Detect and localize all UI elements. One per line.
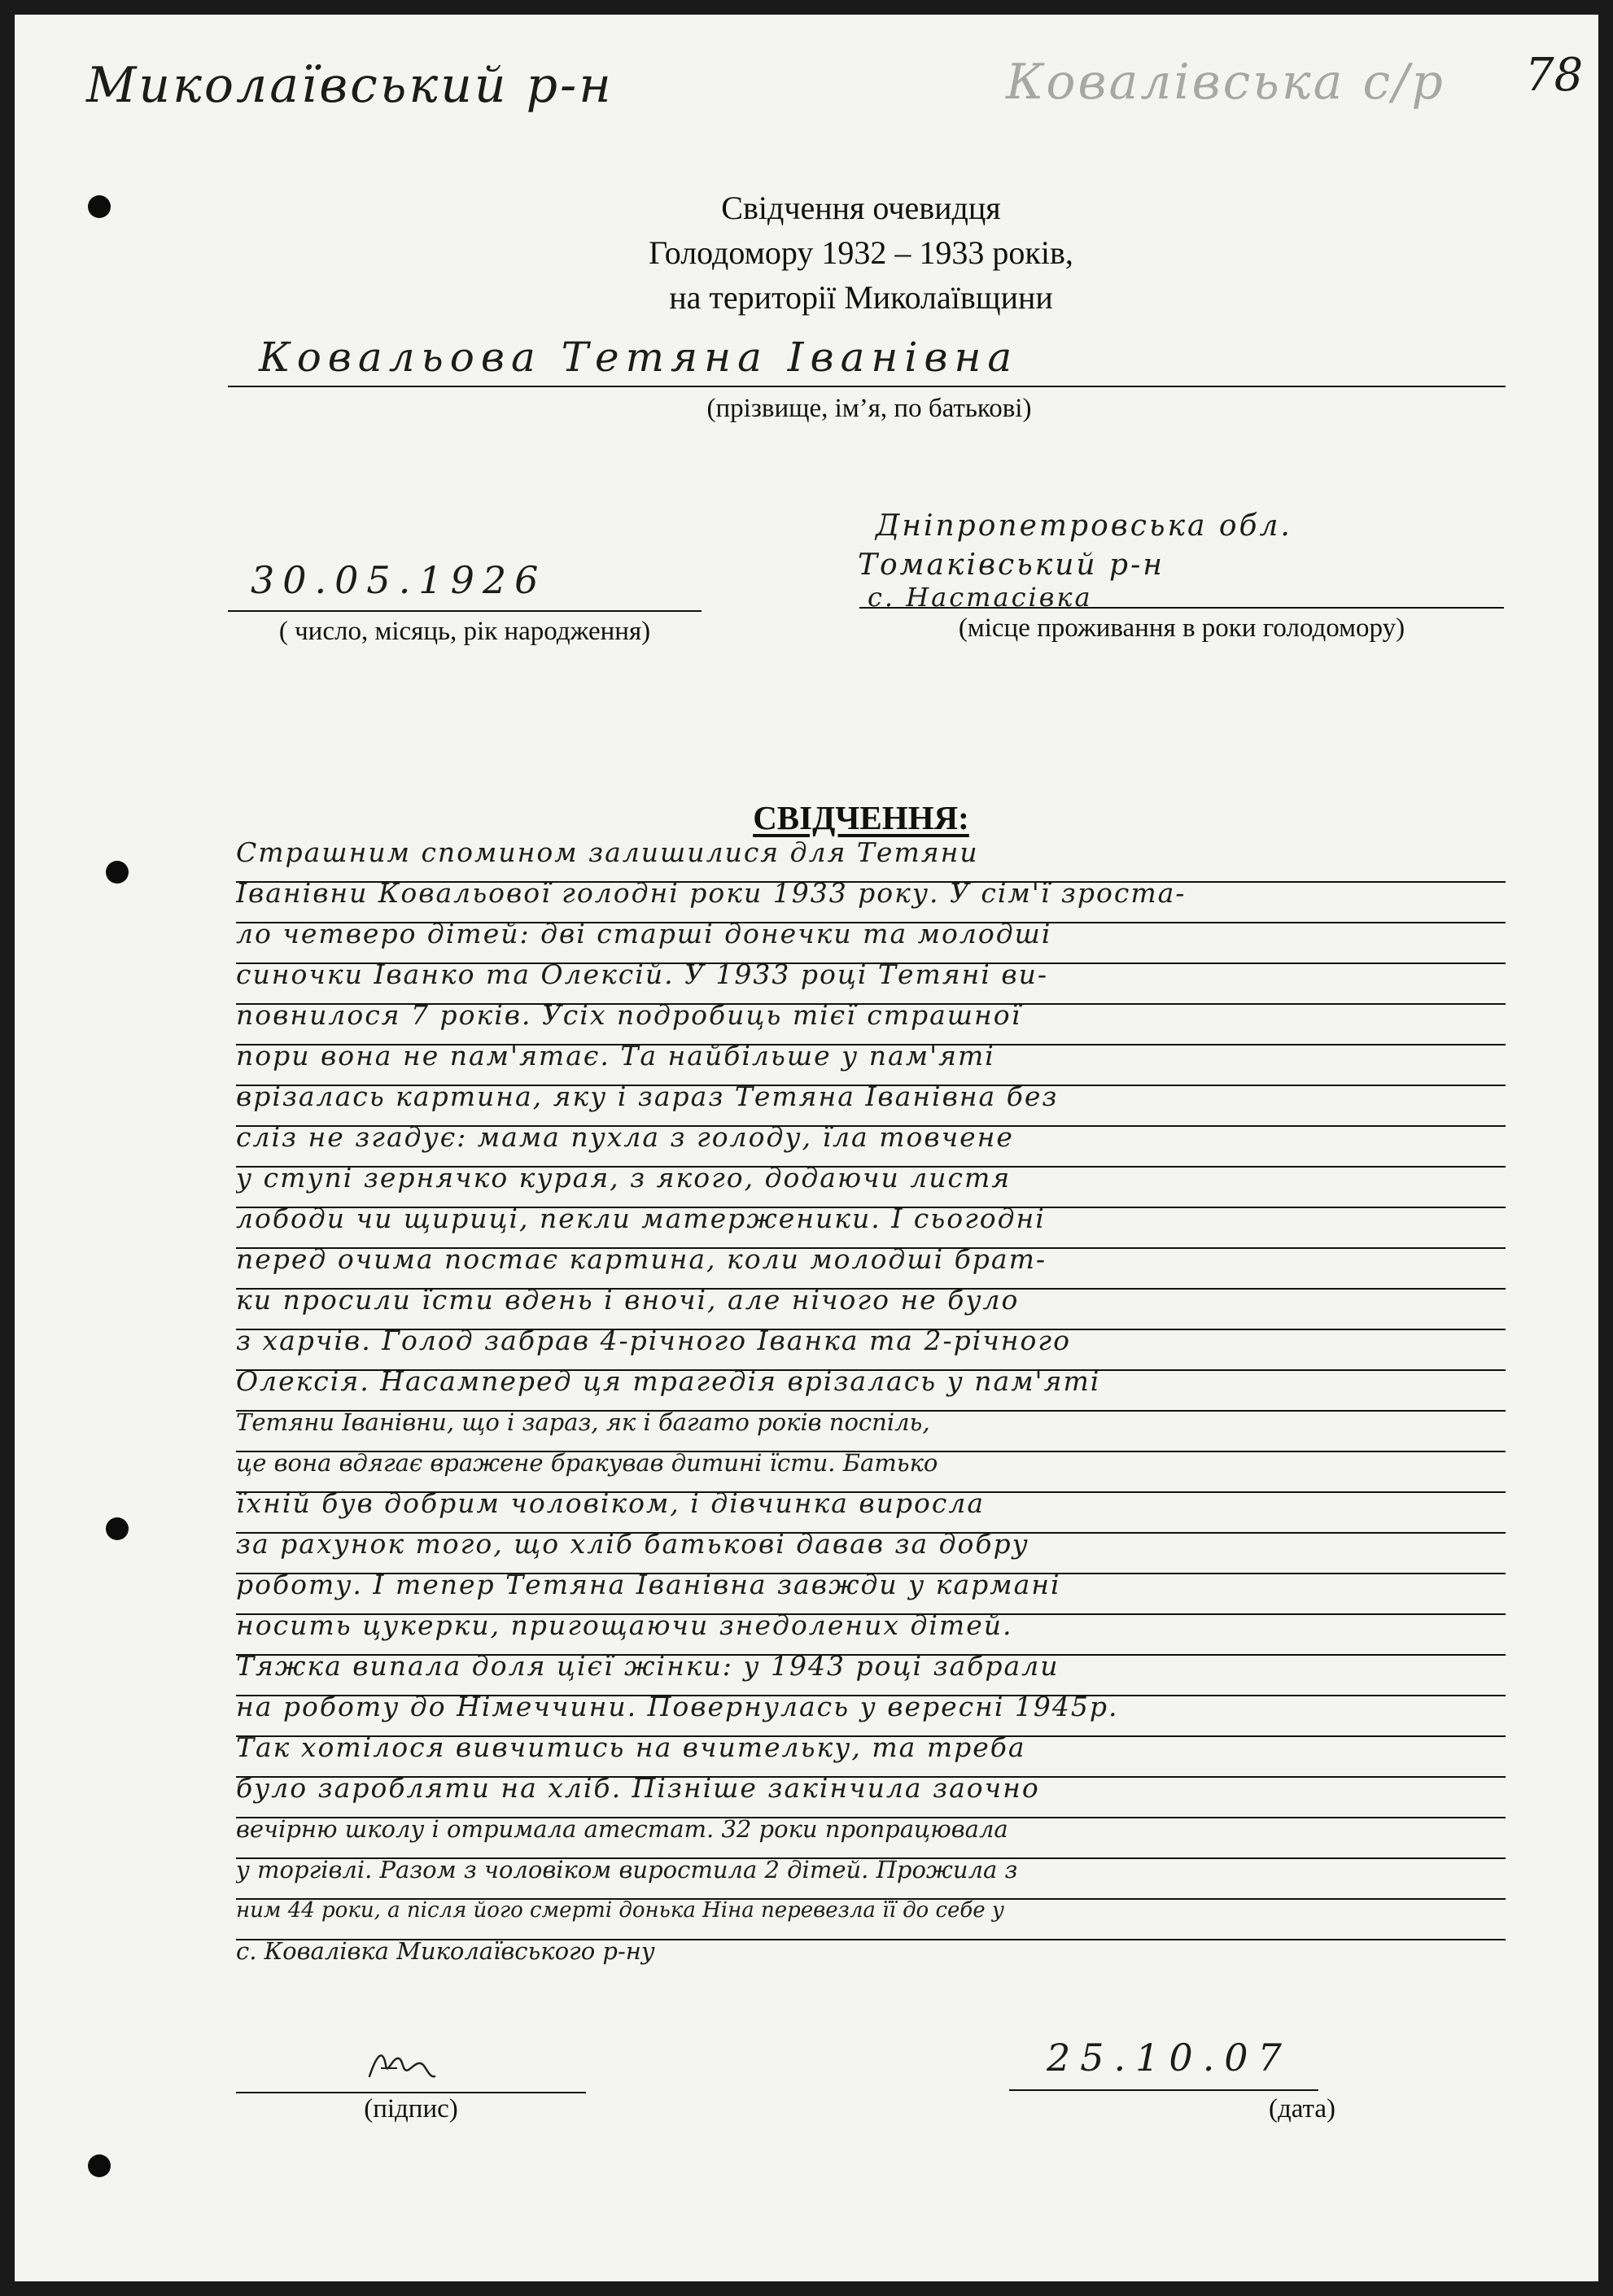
full-name-value: Ковальова Тетяна Іванівна [259,334,1019,381]
testimony-line: Олексія. Насамперед ця трагедія врізалась у пам'яті [236,1357,1506,1412]
testimony-line: було заробляти на хліб. Пізніше закінчила заочно [236,1764,1506,1818]
testimony-line: носить цукерки, пригощаючи знедолених дітей. [236,1601,1506,1656]
testimony-body [236,828,1506,2065]
testimony-line: повнилося 7 років. Усіх подробиць тієї страшної [236,991,1506,1045]
margin-note-council: Ковалівська с/р [1006,54,1445,111]
signature-rule [236,2092,586,2093]
testimony-line: ним 44 роки, а після його смерті донька Ніна перевезла її до себе у [236,1886,1506,1940]
residence-line-2: Томаківський р-н [858,548,1165,582]
testimony-line: пори вона не пам'ятає. Та найбільше у пам'яті [236,1032,1506,1086]
testimony-line: роботу. І тепер Тетяна Іванівна завжди у кармані [236,1560,1506,1615]
date-rule [1009,2089,1318,2091]
margin-note-district: Миколаївський р-н [86,57,614,114]
testimony-line: їхній був добрим чоловіком, і дівчинка виросла [236,1479,1506,1534]
date-caption: (дата) [1268,2094,1336,2124]
margin-note-number: 78 [1525,49,1584,102]
testimony-line: за рахунок того, що хліб батькові давав за добру [236,1520,1506,1574]
testimony-line: ки просили їсти вдень і вночі, але нічого не було [236,1276,1506,1330]
testimony-line: у торгівлі. Разом з чоловіком виростила 2 дітей. Прожила з [236,1845,1506,1900]
punch-hole-top [88,195,111,218]
document-header [422,186,1300,320]
document-sheet [15,15,1598,2281]
residence-rule [859,607,1504,609]
testimony-line: ло четверо дітей: дві старші донечки та молодші [236,910,1506,964]
residence-caption: (місце проживання в роки голодомору) [958,613,1405,643]
signature-caption: (підпис) [364,2094,458,2124]
testimony-line: Так хотілося вивчитись на вчительку, та треба [236,1723,1506,1778]
testimony-line: у ступі зернячко курая, з якого, додаючи листя [236,1154,1506,1208]
testimony-line: це вона вдягає вражене бракував дитині їсти. Батько [236,1438,1506,1493]
testimony-line: Тетяни Іванівни, що і зараз, як і багато років поспіль, [236,1398,1506,1452]
date-value: 25.10.07 [1047,2036,1292,2080]
testimony-line: лободи чи щириці, пекли матерженики. І сьогодні [236,1194,1506,1249]
birth-date-caption: ( число, місяць, рік народження) [278,617,651,646]
testimony-title: СВІДЧЕННЯ: [753,799,969,836]
testimony-line: вечірню школу і отримала атестат. 32 роки пропрацювала [236,1805,1506,1859]
residence-line-1: Дніпропетровська обл. [876,509,1292,543]
signature-mark [365,2041,438,2089]
punch-hole-upper-middle [106,861,129,884]
header-line-2: Голодомору 1932 – 1933 років, [649,234,1073,271]
testimony-line: Тяжка випала доля цієї жінки: у 1943 році забрали [236,1642,1506,1696]
testimony-line: с. Ковалівка Миколаївського р-ну [236,1937,655,1965]
header-line-1: Свідчення очевидця [721,190,1001,226]
full-name-rule [228,386,1506,387]
punch-hole-bottom [88,2154,111,2177]
testimony-line: на роботу до Німеччини. Повернулась у вересні 1945р. [236,1683,1506,1737]
testimony-line: Страшним спомином залишилися для Тетяни [236,828,1506,883]
testimony-line: з харчів. Голод забрав 4-річного Іванка та 2-річного [236,1316,1506,1371]
testimony-line: перед очима постає картина, коли молодші брат- [236,1235,1506,1290]
residence-line-3: с. Настасівка [868,582,1093,613]
testimony-line: Іванівни Ковальової голодні роки 1933 року. У сім'ї зроста- [236,869,1506,923]
punch-hole-lower-middle [106,1517,129,1540]
testimony-line: синочки Іванко та Олексій. У 1933 році Тетяні ви- [236,950,1506,1005]
full-name-caption: (прізвище, ім’я, по батькові) [706,394,1032,423]
birth-date-rule [228,610,702,612]
header-line-3: на території Миколаївщини [669,279,1053,316]
testimony-line: врізалась картина, яку і зараз Тетяна Іванівна без [236,1072,1506,1127]
birth-date-value: 30.05.1926 [251,558,547,602]
testimony-line: сліз не згадує: мама пухла з голоду, їла товчене [236,1113,1506,1168]
